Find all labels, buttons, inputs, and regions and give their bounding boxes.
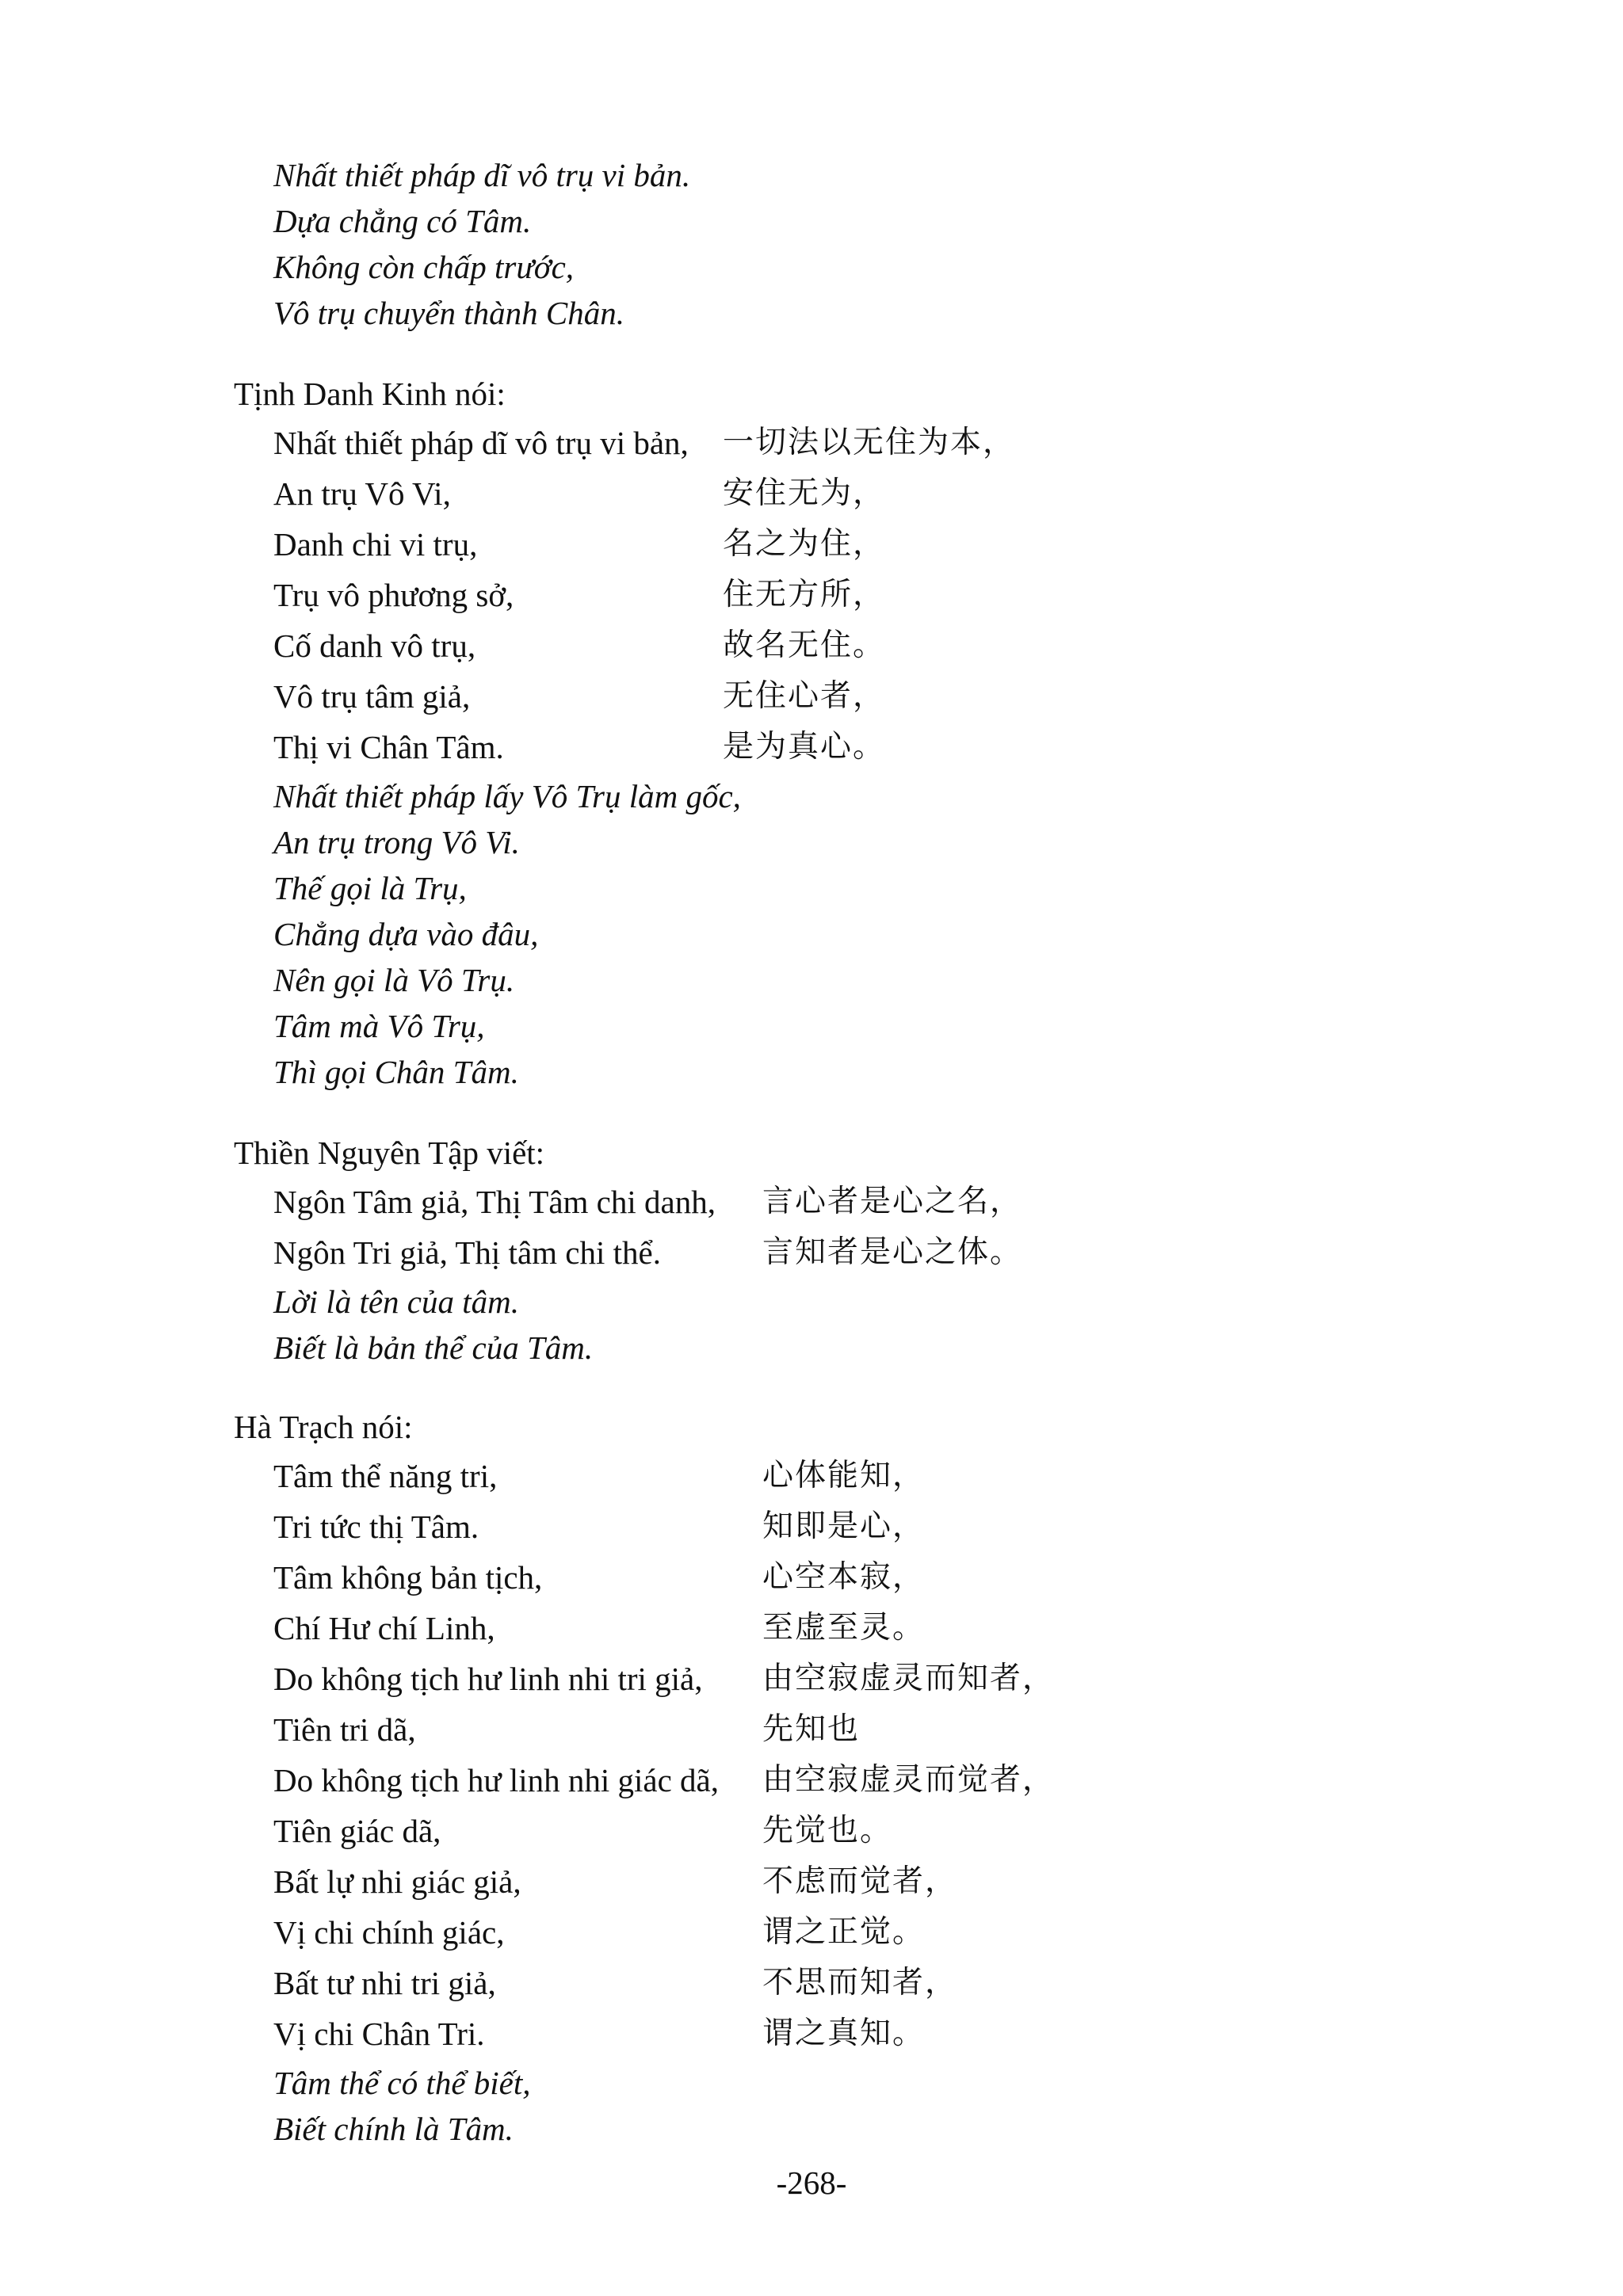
verse-han: 至虚至灵。 [762, 1610, 926, 1646]
section-heading: Tịnh Danh Kinh nói: [234, 376, 506, 412]
verse-han: 言心者是心之名， [762, 1184, 1023, 1219]
verse-han: 故名无住。 [723, 627, 886, 663]
verse-han: 无住心者， [723, 678, 886, 714]
verse-viet: Thị vi Chân Tâm. [273, 729, 504, 765]
intro-line: Dựa chẳng có Tâm. [273, 203, 532, 239]
intro-line: Vô trụ chuyển thành Chân. [273, 295, 624, 331]
verse-han: 知即是心， [762, 1508, 926, 1544]
translation-line: Tâm thể có thể biết, [273, 2065, 531, 2101]
verse-viet: Tâm thể năng tri, [273, 1458, 498, 1494]
verse-han: 是为真心。 [723, 729, 886, 765]
translation-line: An trụ trong Vô Vi. [273, 824, 520, 860]
intro-line: Nhất thiết pháp dĩ vô trụ vi bản. [273, 157, 691, 193]
translation-line: Biết là bản thể của Tâm. [273, 1329, 594, 1366]
verse-han: 先知也 [762, 1711, 861, 1747]
verse-han: 心空本寂， [762, 1559, 926, 1595]
translation-line: Nên gọi là Vô Trụ. [273, 962, 515, 998]
verse-han: 谓之真知。 [762, 2016, 926, 2051]
translation-line: Lời là tên của tâm. [273, 1283, 520, 1320]
verse-viet: Tiên tri dã, [273, 1711, 416, 1748]
verse-viet: Cố danh vô trụ, [273, 627, 476, 664]
verse-han: 先觉也。 [762, 1813, 893, 1848]
verse-viet: Chí Hư chí Linh, [273, 1610, 495, 1646]
verse-viet: Ngôn Tri giả, Thị tâm chi thể. [273, 1234, 661, 1271]
verse-viet: Bất lự nhi giác giả, [273, 1863, 521, 1900]
verse-viet: Bất tư nhi tri giả, [273, 1965, 496, 2001]
section-heading: Hà Trạch nói: [234, 1409, 413, 1445]
verse-viet: Ngôn Tâm giả, Thị Tâm chi danh, [273, 1184, 716, 1220]
page-number: -268- [776, 2164, 847, 2201]
translation-line: Thì gọi Chân Tâm. [273, 1054, 519, 1090]
translation-line: Thế gọi là Trụ, [273, 870, 467, 906]
verse-han: 安住无为， [723, 475, 886, 511]
intro-line: Không còn chấp trước, [273, 249, 575, 285]
verse-viet: Vô trụ tâm giả, [273, 678, 471, 715]
verse-han: 不虑而觉者， [762, 1863, 958, 1899]
verse-han: 由空寂虚灵而觉者， [762, 1762, 1056, 1798]
verse-han: 心体能知， [762, 1458, 926, 1493]
verse-viet: Do không tịch hư linh nhi giác dã, [273, 1762, 719, 1798]
verse-han: 谓之正觉。 [762, 1914, 926, 1950]
verse-han: 一切法以无住为本， [723, 425, 1016, 460]
verse-han: 言知者是心之体。 [762, 1234, 1023, 1270]
verse-han: 住无方所， [723, 577, 886, 612]
verse-viet: Do không tịch hư linh nhi tri giả, [273, 1661, 703, 1697]
verse-han: 由空寂虚灵而知者， [762, 1661, 1056, 1696]
translation-line: Nhất thiết pháp lấy Vô Trụ làm gốc, [273, 778, 741, 814]
verse-viet: Vị chi chính giác, [273, 1914, 505, 1951]
verse-viet: Tiên giác dã, [273, 1813, 441, 1849]
verse-viet: Tri tức thị Tâm. [273, 1508, 479, 1545]
verse-viet: Danh chi vi trụ, [273, 526, 478, 563]
verse-han: 不思而知者， [762, 1965, 958, 2000]
verse-viet: Vị chi Chân Tri. [273, 2016, 485, 2052]
verse-han: 名之为住， [723, 526, 886, 562]
translation-line: Tâm mà Vô Trụ, [273, 1008, 485, 1044]
translation-line: Chẳng dựa vào đâu, [273, 916, 539, 952]
verse-viet: An trụ Vô Vi, [273, 475, 451, 512]
verse-viet: Tâm không bản tịch, [273, 1559, 543, 1596]
verse-viet: Trụ vô phương sở, [273, 577, 514, 613]
translation-line: Biết chính là Tâm. [273, 2111, 514, 2147]
section-heading: Thiền Nguyên Tập viết: [234, 1135, 545, 1171]
verse-viet: Nhất thiết pháp dĩ vô trụ vi bản, [273, 425, 689, 461]
